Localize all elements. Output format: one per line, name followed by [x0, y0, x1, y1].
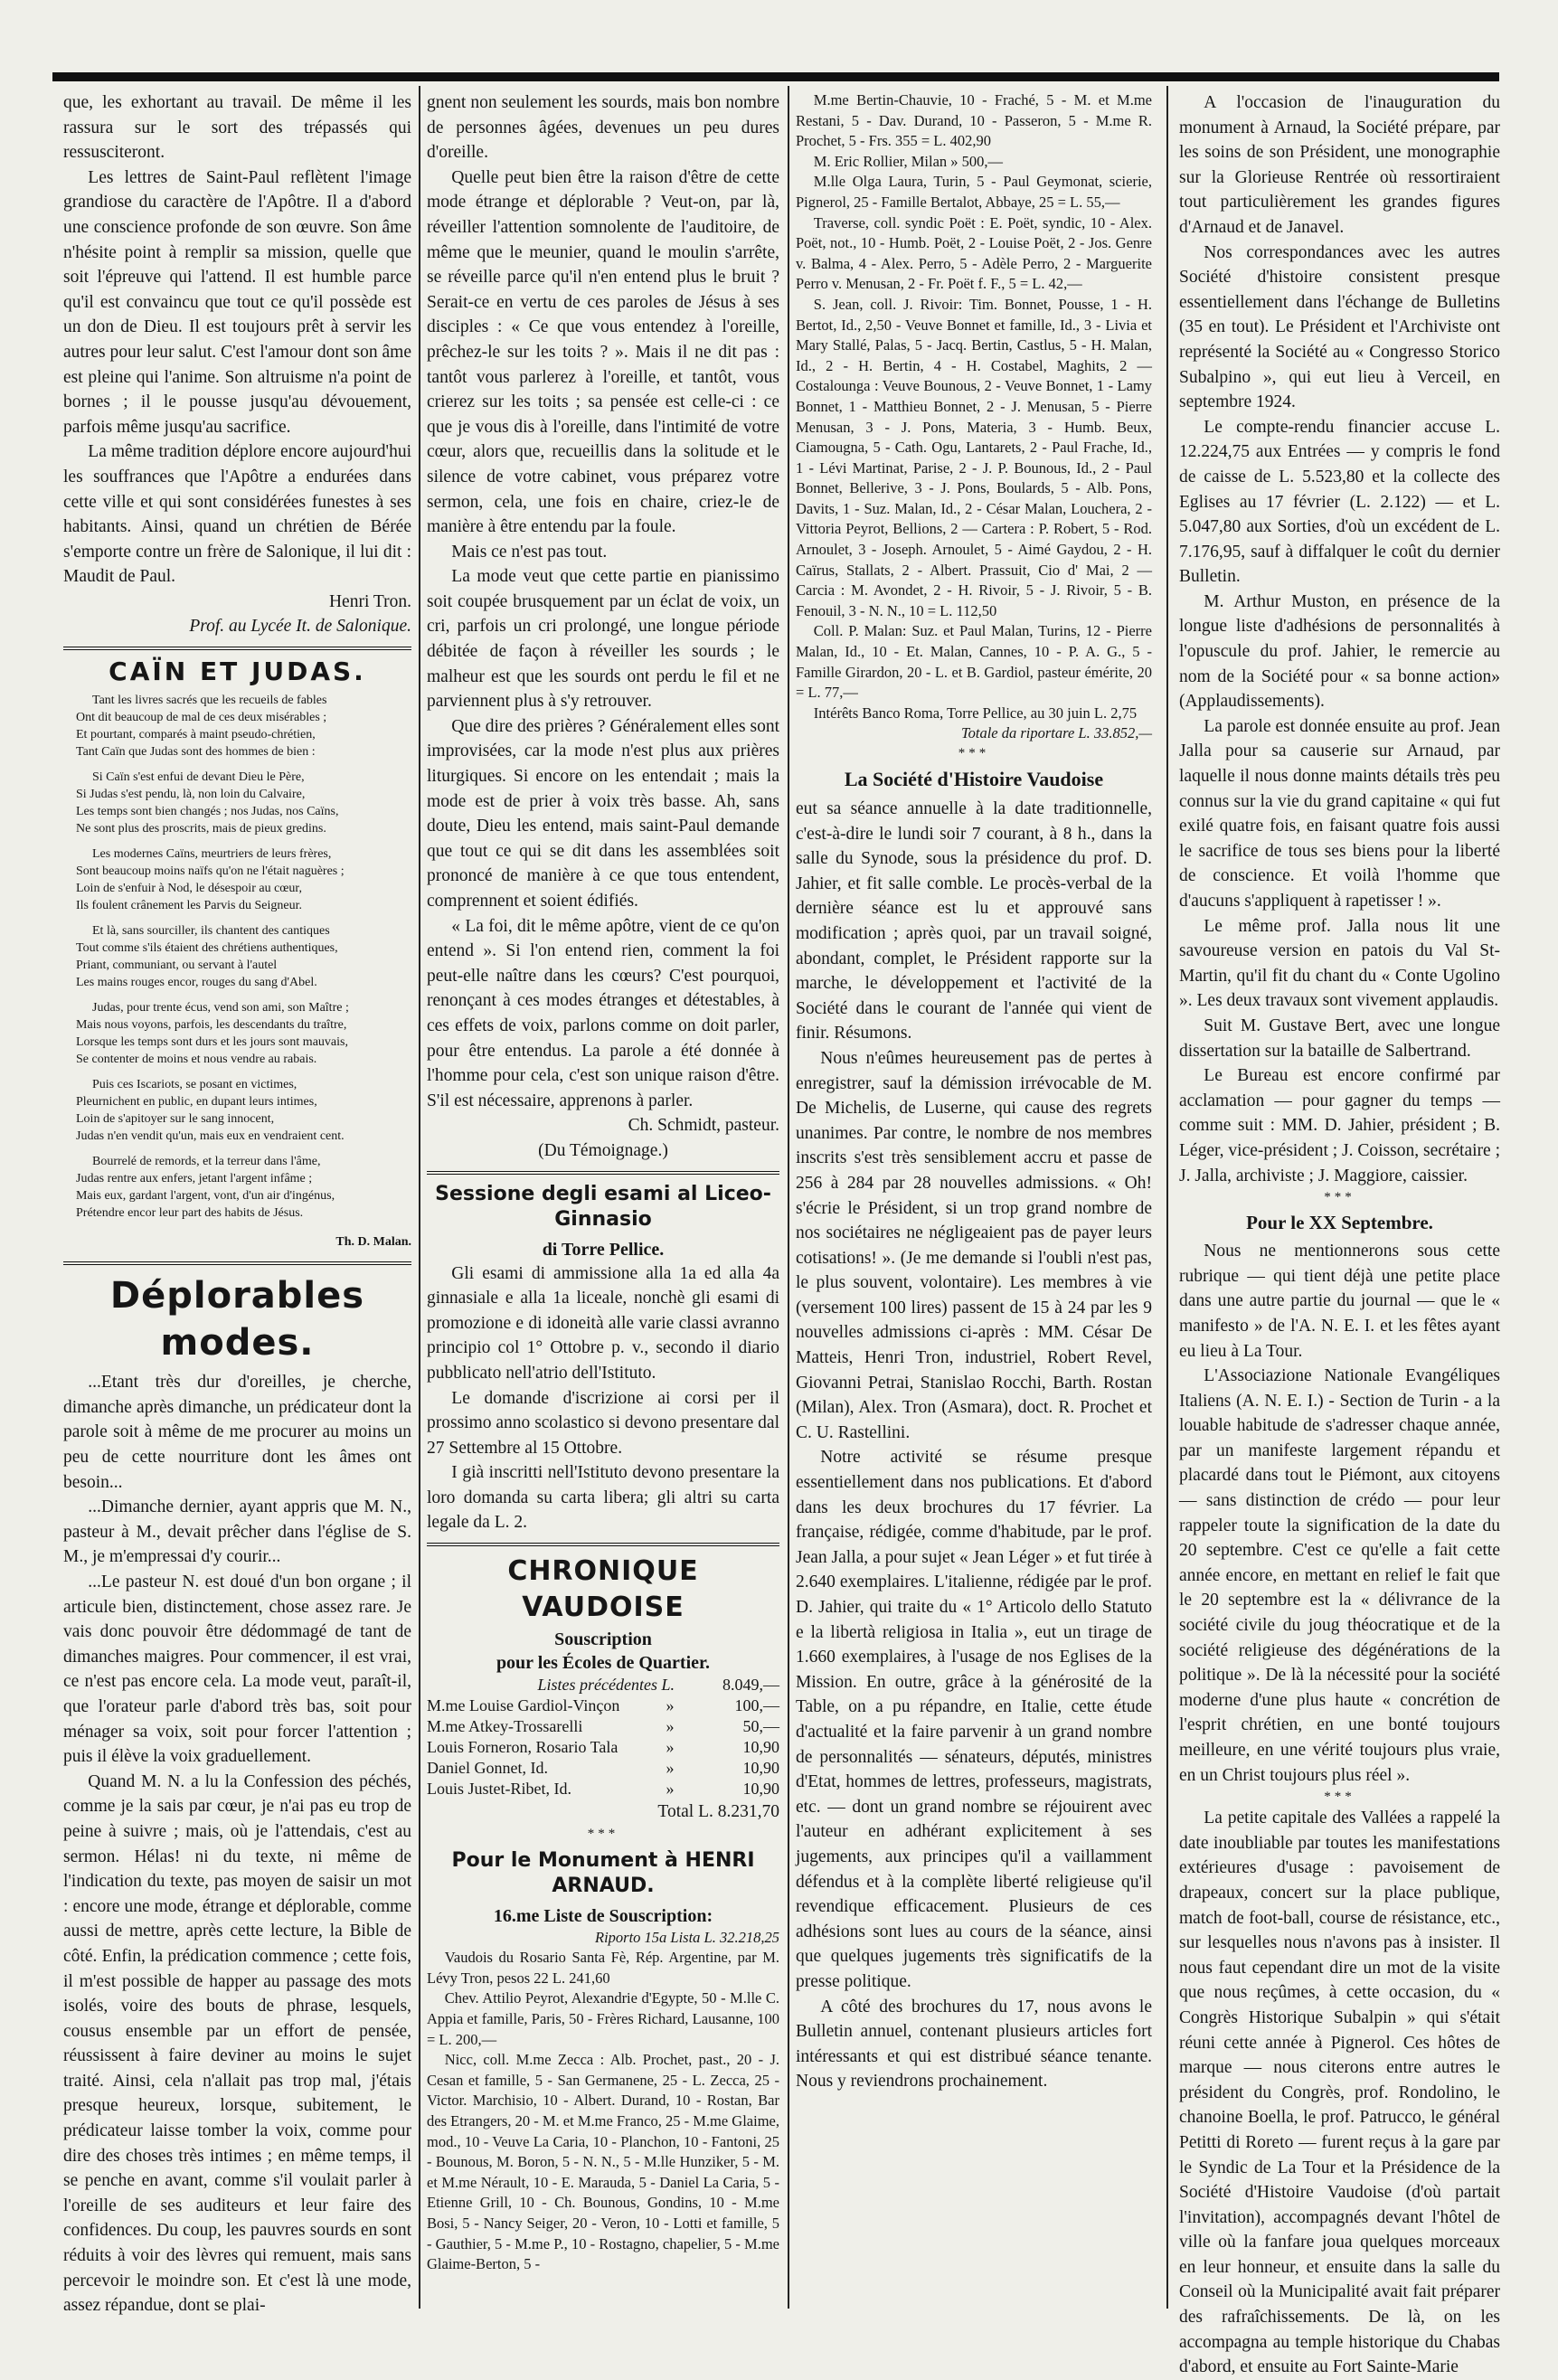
list-paragraph: M.lle Olga Laura, Turin, 5 - Paul Geymonat, scierie, Pignerol, 25 - Famille Bertalot, Abbaye, 25 = L. 55,—	[796, 173, 1152, 211]
paragraph: que, les exhortant au travail. De même il les rassura sur le sort des trépassés qui ressusciteront.	[63, 93, 411, 163]
subscription-row	[427, 1716, 779, 1737]
paragraph: Nos correspondances avec les autres Société d'histoire consistent presque essentiellement dans l'échange de Bulletins (35 en tout). Le Président et l'Archiviste ont représenté la Société au « Congresso Storico Subalpino », qui eut lieu à Verceil, en septembre 1924.	[1179, 242, 1500, 412]
paragraph: Suit M. Gustave Bert, avec une longue dissertation sur la bataille de Salbertrand.	[1179, 1015, 1500, 1061]
list-paragraph: Traverse, coll. syndic Poët : E. Poët, syndic, 10 - Alex. Poët, not., 10 - Humb. Poët, 2 - Louise Poët, 2 - Jos. Genre v. Balma, 4 - Alex. Perro, 5 - Adèle Perro, 2 - Marguerite Perro v. Menusan, 2 - Fr. Poët f. F., 5 = L. 42,—	[796, 213, 1152, 293]
poem-signature: Th. D. Malan.	[335, 1234, 411, 1249]
paragraph: ...Dimanche dernier, ayant appris que M. N., pasteur à M., devait prêcher dans l'église de S. M., je m'empressai d'y courir...	[63, 1497, 411, 1567]
paragraph: Notre activité se résume presque essentiellement dans nos publications. Et d'abord dans les deux brochures du 17 février. La française, rédigée, comme d'habitude, par le prof. Jean Jalla, a pour sujet « Jean Léger » et fut tirée à 2.640 exemplaires. L'italienne, rédigée par le prof. D. Jahier, qui traite du « 1° Articolo dello Statuto e la libertà religiosa in Italia », eut un tirage de 1.660 exemplaires, à l'usage de nos Eglises de la Mission. En outre, grâce à la générosité de la Table, on a pu répandre, en Italie, cette étude d'actualité et la faire parvenir à un grand nombre de personnalités — sénateurs, députés, ministres d'Etat, hommes de lettres, professeurs, magistrats, etc. — dont un grand nombre se réjouirent avec l'auteur en adhérant explicitement à ses jugements, aux principes qu'il a vaillamment défendus et à la complète liberté religieuse qu'il revendique efficacement. Plusieurs de ces adhésions sont lues au cours de la séance, ainsi que quelques jugements très significatifs de la presse politique.	[796, 1448, 1152, 1991]
subscription-row	[427, 1737, 779, 1758]
poem-line: Les mains rouges encor, rouges du sang d'Abel.	[76, 975, 317, 989]
previous-lists-label: Listes précédentes L.	[537, 1676, 675, 1695]
donor-name: Louis Justet-Ribet, Id.	[427, 1780, 571, 1799]
donor-name: Louis Forneron, Rosario Tala	[427, 1738, 618, 1757]
poem-line: Tout comme s'ils étaient des chrétiens authentiques,	[76, 940, 338, 955]
subscription-row	[427, 1779, 779, 1799]
subscription-subtitle: pour les Écoles de Quartier.	[496, 1653, 711, 1674]
column-4	[1179, 90, 1500, 2377]
poem-line: Judas, pour trente écus, vend son ami, son Maître ;	[92, 1000, 349, 1015]
paragraph: Mais ce n'est pas tout.	[451, 542, 608, 562]
column-rule	[419, 86, 420, 2309]
signature: Ch. Schmidt, pasteur.	[628, 1116, 779, 1136]
poem-line: Bourrelé de remords, et la terreur dans l'âme,	[92, 1154, 321, 1168]
column-3	[796, 90, 1152, 2309]
separator-stars: ***	[587, 1826, 619, 1841]
donor-name: Daniel Gonnet, Id.	[427, 1759, 548, 1778]
ditto-mark: »	[666, 1738, 675, 1757]
donor-name: M.me Atkey-Trossarelli	[427, 1717, 583, 1736]
chronicle-title: CHRONIQUE VAUDOISE	[507, 1555, 699, 1624]
section-divider	[63, 1261, 411, 1265]
poem-line: Se contenter de moins et nous vendre au rabais.	[76, 1052, 317, 1066]
paragraph: Le compte-rendu financier accuse L. 12.224,75 aux Entrées — y compris le fond de caisse de L. 5.523,80 et la collecte des Eglises au 17 février (L. 2.122) — et L. 5.047,80 aux Sorties, d'où un excédent de L. 7.176,95, sauf à diffalquer le coût du dernier Bulletin.	[1179, 417, 1500, 587]
paragraph: Le domande d'iscrizione ai corsi per il prossimo anno scolastico si devono presentare dal 27 Settembre al 15 Ottobre.	[427, 1388, 779, 1458]
section-title: Sessione degli esami al Liceo-Ginnasio	[435, 1182, 771, 1231]
paragraph: Gli esami di ammissione alla 1a ed alla 4a ginnasiale e alla 1a liceale, nonchè gli esami di promozione e di idoneità alle varie classi avranno principio col 1° Ottobre p. v., secondo il diario pubblicato nell'atrio dell'Istituto.	[427, 1263, 779, 1383]
poem-line: Sont beaucoup moins naïfs qu'on ne l'était naguères ;	[76, 864, 345, 878]
subscription-total: Total L. 8.231,70	[657, 1802, 779, 1822]
list-paragraph: Nicc, coll. M.me Zecca : Alb. Prochet, past., 20 - J. Cesan et famille, 5 - San Germanene, 25 - L. Zecca, 25 - Victor. Marchisio, 10 - Albert. Durand, 10 - Rostan, Bar des Etrangers, 20 - M. et M.me Franco, 25 - M.me Glaime, mod., 10 - Veuve La Caria, 10 - Planchon, 10 - Fantoni, 25 - Bounous, M. Boron, 5 - N. N., 5 - M.lle Hunziker, 5 - M. et M.me Nérault, 10 - E. Marauda, 5 - Daniel La Caria, 5 - Etienne Grill, 10 - Ch. Bounous, Gondins, 10 - M.me Bosi, 5 - Nancy Seiger, 20 - Veron, 10 - Lotti et famille, 5 - Gauthier, 5 - M.me P., 10 - Rostagno, chapelier, 5 - M.me Glaime-Berton, 5 -	[427, 2051, 779, 2273]
paragraph: A l'occasion de l'inauguration du monument à Arnaud, la Société prépare, par les soins de son Président, une monographie sur la Glorieuse Rentrée où ressortiraient tout particulièrement les grandes figures d'Arnaud et de Janavel.	[1179, 93, 1500, 237]
poem-stanza	[76, 999, 411, 1068]
poem-line: Tant Caïn que Judas sont des hommes de bien :	[76, 744, 316, 759]
poem-line: Prétendre encor leur part des habits de Jésus.	[76, 1205, 304, 1220]
separator-stars: ***	[958, 746, 990, 760]
previous-lists-row	[427, 1675, 779, 1695]
poem-stanza	[76, 769, 411, 837]
ditto-mark: »	[666, 1759, 675, 1778]
arnaud-title: Pour le Monument à HENRI ARNAUD.	[451, 1848, 755, 1897]
poem-line: Et pourtant, comparés à maint pseudo-chrétien,	[76, 727, 316, 741]
poem-stanza	[76, 1153, 411, 1222]
riporto-line: Riporto 15a Lista L. 32.218,25	[595, 1928, 779, 1946]
paragraph: Quand M. N. a lu la Confession des péchés, comme je la sais par cœur, je n'ai pas eu trop de peine à suivre ; mais, où je l'attendais, c'est au sermon. Hélas! ni du texte, ni même de l'indication du texte, pas moyen de saisir un mot : encore une mode, étrange et déplorable, comme aussi de mettre, après cette lecture, la Bible de côté. Enfin, la prédication commence ; cette fois, il m'est possible de happer au passage des mots isolés, voire des bouts de phrase, lesquels, cousus ensemble par un effort de pensée, réussissent à faire deviner au moins le sujet traité. Ainsi, cela n'allait pas trop mal, j'étais presque heureux, lorsque, subitement, le prédicateur laisse tomber la voix, comme pour dire des choses très intimes ; en même temps, il se penche en avant, comme s'il voulait parler à l'oreille de ses auditeurs et leur faire des confidences. Du coup, les pauvres sourds en sont réduits à voir des lèvres qui remuent, mais sans percevoir le moindre son. Et c'est là une mode, assez répandue, dont se plai-	[63, 1771, 411, 2316]
arnaud-subtitle: 16.me Liste de Souscription:	[493, 1905, 713, 1926]
paragraph: La mode veut que cette partie en pianissimo soit coupée brusquement par un éclat de voix, un cri, parfois un cri prolongé, une longue période débitée de façon à réveiller les sourds ; le malheur est que les sourds ont perdu le fil et ne parviennent plus à s'y retrouver.	[427, 567, 779, 712]
separator-stars: ***	[1324, 1190, 1355, 1205]
previous-lists-amount: 8.049,—	[722, 1676, 779, 1695]
paragraph: gnent non seulement les sourds, mais bon nombre de personnes âgées, devenues un peu dures d'oreille.	[427, 93, 779, 163]
paragraph: L'Associazione Nationale Evangéliques Italiens (A. N. E. I.) - Section de Turin - a la louable habitude de s'adresser chaque année, par un manifeste largement répandu et placardé dans tout le Piémont, aux citoyens — sans distinction de crédo — pour leur rappeler toute la signification de la date du 20 septembre. C'est ce qu'elle a fait cette année encore, en mettant en relief le fait que le 20 septembre est la « délivrance de la société civile du joug théocratique et de la société religieuse des dégénérations de la politique ». De là la nécessité pour la société moderne d'une plus haute « concrétion de l'esprit chrétien, en une bonté toujours meilleure, en une vérité toujours plus vraie, en un Christ toujours plus réel ».	[1179, 1366, 1500, 1785]
list-paragraph: Vaudois du Rosario Santa Fè, Rép. Argentine, par M. Lévy Tron, pesos 22 L. 241,60	[427, 1949, 779, 1987]
list-paragraph: S. Jean, coll. J. Rivoir: Tim. Bonnet, Pousse, 1 - H. Bertot, Id., 2,50 - Veuve Bonnet et famille, Id., 3 - Livia et Mary Stallé, Palas, 5 - Jacq. Bertin, Castlus, 5 - H. Malan, Id., 2 - H. Bertin, 4 - H. Costabel, Maghits, 2 — Costalounga : Veuve Bounous, 2 - Veuve Bonnet, 1 - Lamy Bonnet, 1 - Matthieu Bonnet, 2 - J. Menusan, 5 - Pierre Menusan, 3 - J. Pons, Materia, 3 - Humb. Beux, Ciamougna, 5 - Cath. Ogu, Lantarets, 2 - Paul Frache, Id., 1 - Lévi Martinat, Parise, 2 - J. P. Bounous, Id., 2 - Paul Bonnet, Bellerive, 3 - J. Pons, Boulards, 5 - Alb. Pons, Davits, 1 - Suz. Malan, Id., 2 - César Malan, Louchera, 2 - Vittoria Peyrot, Bellions, 2 — Cartera : P. Robert, 5 - Rod. Arnoulet, 3 - Joseph. Arnoulet, 5 - Aimé Gaydou, 2 - H. Caïrus, Stallats, 2 - Albert. Prassuit, Cio d' Mai, 2 — Carcia : M. Avondet, 2 - H. Rivoir, 5 - J. Rivoir, 5 - B. Fenouil, 3 - N. N., 10 = L. 112,50	[796, 295, 1152, 619]
paragraph: M. Arthur Muston, en présence de la longue liste d'adhésions de personnalités à l'opuscule du prof. Jahier, le remercie au nom de la Société pour « sa bonne action» (Applaudissements).	[1179, 591, 1500, 712]
poem-line: Judas n'en vendit qu'un, mais eux en vendraient cent.	[76, 1129, 345, 1143]
list-paragraph: Intérêts Banco Roma, Torre Pellice, au 30 juin L. 2,75	[813, 704, 1138, 722]
section-title: Pour le XX Septembre.	[1246, 1212, 1433, 1234]
paragraph: eut sa séance annuelle à la date traditionnelle, c'est-à-dire le lundi soir 7 courant, à 8 h., dans la salle du Synode, sous la présidence du prof. D. Jahier, et fit salle comble. Le procès-verbal de la dernière séance est lu et approuvé sans modification ; après quoi, par un travail soigné, abondant, complet, le Président rapporte sur la marche, le développement et l'activité de la Société dans le courant de l'année qui vient de finir. Résumons.	[796, 799, 1152, 1044]
subscription-title: Souscription	[554, 1629, 652, 1650]
donation-amount: 10,90	[742, 1780, 779, 1799]
poem-line: Puis ces Iscariots, se posant en victimes,	[92, 1077, 297, 1091]
paragraph: Nous ne mentionnerons sous cette rubrique — qui tient déjà une petite place dans une autre partie du journal — que le « manifesto » de l'A. N. E. I. et les fêtes ayant eu lieu à La Tour.	[1179, 1242, 1500, 1361]
paragraph: « La foi, dit le même apôtre, vient de ce qu'on entend ». Si l'on entend rien, comment la foi peut-elle naître dans les cœurs? C'est pourquoi, renonçant à ces modes étranges et détestables, à ces effets de voix, parlons comme on doit parler, pour être entendus. La parole a été donnée à l'homme pour cela, c'est son unique raison d'être. S'il est nécessaire, apprenons à parler.	[427, 916, 779, 1110]
subscription-row	[427, 1758, 779, 1779]
paragraph: La parole est donnée ensuite au prof. Jean Jalla pour sa causerie sur Arnaud, par laquelle il nous donne maints détails très peu connus sur la vie du grand capitaine « qui fut exilé quatre fois, en faisant quatre fois aussi le sacrifice de tous ses biens pour la liberté de conscience. Et voilà l'homme que d'aucuns s'appliquent à rapetisser ! ».	[1179, 716, 1500, 911]
poem-line: Judas rentre aux enfers, jetant l'argent infâme ;	[76, 1171, 313, 1185]
list-paragraph: Coll. P. Malan: Suz. et Paul Malan, Turins, 12 - Pierre Malan, Id., 10 - Et. Malan, Cannes, 10 - P. A. G., 5 - Famille Girardon, 20 - L. et B. Gardiol, pasteur émérite, 20 = L. 77,—	[796, 622, 1152, 702]
signature-role: Prof. au Lycée It. de Salonique.	[189, 617, 411, 637]
list-paragraph: M. Eric Rollier, Milan » 500,—	[813, 152, 1004, 170]
ditto-mark: »	[666, 1780, 675, 1799]
poem-line: Loin de s'apitoyer sur le sang innocent,	[76, 1111, 275, 1126]
donor-name: M.me Louise Gardiol-Vinçon	[427, 1696, 620, 1715]
poem-stanza	[76, 922, 411, 991]
top-rule	[52, 72, 1499, 81]
paragraph: La petite capitale des Vallées a rappelé la date inoubliable par toutes les manifestations extérieures d'usage : pavoisement de drapeaux, concert sur la place publique, match de foot-ball, course de résistance, etc., sur lesquelles nous n'avons pas à insister. Il nous faut cependant dire un mot de la visite que nous reçûmes, à cette occasion, du « Congrès Historique Subalpin » qui s'était réuni cette année à Pignerol. Ces hôtes de marque — nous citerons entre autres le président du Congrès, prof. Rondolino, le chanoine Boella, le prof. Patrucco, le général Petitti di Roreto — furent reçus à la gare par le Syndic de La Tour et la Présidence de la Société d'Histoire Vaudoise (d'où partait l'invitation), accompagnés devant l'hôtel de ville où la fanfare joua quelques morceaux en leur honneur, et ensuite dans la salle du Conseil où la Municipalité avait fait préparer des rafraîchissements. De là, on les accompagna au temple historique du Chabas d'abord, et ensuite au Fort Sainte-Marie	[1179, 1809, 1500, 2377]
poem-line: Ne sont plus des proscrits, mais de pieux gredins.	[76, 821, 326, 836]
source-note: (Du Témoignage.)	[538, 1140, 668, 1160]
paragraph: Que dire des prières ? Généralement elles sont improvisées, car la mode n'est plus aux prières liturgiques. Si encore on les entendait ; mais la mode est de prier à voix très basse. Ah, sans doute, Dieu les entend, mais saint-Paul demande que tout ce qui se dit dans les assemblées soit prononcé de manière à ce que tous entendent, comprennent et soient édifiés.	[427, 716, 779, 911]
section-subtitle: di Torre Pellice.	[542, 1239, 665, 1260]
paragraph: Quelle peut bien être la raison d'être de cette mode étrange et déplorable ? Veut-on, par là, réveiller l'attention somnolente de l'auditoire, de même que le meunier, quand le moulin s'arrête, se réveille parce qu'il n'en entend plus le bruit ? Serait-ce en vertu de ces paroles de Jésus à ses disciples : « Ce que vous entendez à l'oreille, prêchez-le sur les toits ? ». Mais il ne dit pas : tantôt vous parlerez à l'oreille, et tantôt, vous crierez sur les toits ; sa pensée est celle-ci : ce que je vous dis à l'oreille, dans l'intimité de votre cœur, alors que, recueillis dans la solitude et le silence de votre cabinet, vous préparez votre sermon, cela, une fois en chaire, criez-le de manière à être entendu par la foule.	[427, 167, 779, 537]
poem-line: Lorsque les temps sont durs et les jours sont mauvais,	[76, 1034, 348, 1049]
poem-line: Ont dit beaucoup de mal de ces deux misérables ;	[76, 710, 327, 724]
poem-title: CAÏN ET JUDAS.	[109, 656, 366, 687]
poem-line: Tant les livres sacrés que les recueils de fables	[92, 693, 327, 707]
poem-line: Et là, sans sourciller, ils chantent des cantiques	[92, 923, 330, 938]
column-2	[427, 90, 779, 2309]
donation-amount: 50,—	[742, 1717, 779, 1736]
paragraph: Les lettres de Saint-Paul reflètent l'image grandiose du caractère de l'Apôtre. Il a d'abord une conscience profonde de son œuvre. Son âme n'hésite point à remplir sa mission, quelle que soit l'épreuve qui l'attend. Il est humble parce qu'il est convaincu que tout ce qu'il possède est un don de Dieu. Il est toujours prêt à servir les autres pour leur salut. C'est l'amour dont son âme est pleine qui l'anime. Son altruisme n'a point de bornes ; il le pousse jusqu'au dévouement, parfois même jusqu'au sacrifice.	[63, 167, 411, 437]
paragraph: I già inscritti nell'Istituto devono presentare la loro domanda su carta libera; gli altri su carta legale da L. 2.	[427, 1463, 779, 1533]
poem-line: Les modernes Caïns, meurtriers de leurs frères,	[92, 846, 332, 861]
article-title: Déplorables modes.	[109, 1275, 365, 1365]
poem-line: Si Caïn s'est enfui de devant Dieu le Père,	[92, 770, 305, 784]
column-1	[63, 90, 411, 2316]
poem-line: Ils foulent crânement les Parvis du Seigneur.	[76, 898, 302, 912]
poem-line: Si Judas s'est pendu, là, non loin du Calvaire,	[76, 787, 306, 801]
poem	[76, 692, 411, 1222]
section-divider	[427, 1171, 779, 1175]
paragraph: A côté des brochures du 17, nous avons le Bulletin annuel, contenant plusieurs articles fort intéressants et qui est distribué séance tenante. Nous y reviendrons prochainement.	[796, 1997, 1152, 2092]
signature-name: Henri Tron.	[328, 591, 411, 611]
paragraph: ...Le pasteur N. est doué d'un bon organe ; il articule bien, distinctement, chose assez rare. Je vais donc pouvoir être dédommagé de tant de dimanches maigres. Pour commencer, il est vrai, ce n'est pas encore cela. La mode veut, paraît-il, que l'orateur parle d'abord très bas, soit pour ménager sa voix, soit pour forcer l'attention ; puis il élève la voix graduellement.	[63, 1572, 411, 1767]
list-total: Totale da riportare L. 33.852,—	[960, 724, 1152, 742]
paragraph: Nous n'eûmes heureusement pas de pertes à enregistrer, sauf la démission irrévocable de M. De Michelis, de Luserne, qui cause des regrets unanimes. Par contre, le nombre de nos membres inscrits s'est très sensiblement accru et passe de 256 à 284 par 28 nouvelles admissions. « Oh! s'écrie le Président, si un trop grand nombre de nos sociétaires ne négligeaient pas de payer leurs cotisations! ». (Je me demande si l'oubli n'est pas, le plus souvent, volontaire). Les membres à vie (versement 100 lires) passent de 15 à 24 par les 9 nouvelles admissions ci-après : MM. César De Matteis, Henri Tron, industriel, Robert Revel, Giovanni Petrai, Stanislao Rocchi, Barth. Rostan (Milan), Alex. Tron (Asmara), doct. R. Prochet et C. U. Rastellini.	[796, 1048, 1152, 1442]
donation-amount: 100,—	[734, 1696, 779, 1715]
ditto-mark: »	[666, 1696, 675, 1715]
section-title: La Société d'Histoire Vaudoise	[844, 768, 1104, 790]
subscription-row	[427, 1695, 779, 1716]
paragraph: Le même prof. Jalla nous lit une savoureuse version en patois du Val St-Martin, qu'il fit du chant du « Conte Ugolino ». Les deux travaux sont vivement applaudis.	[1179, 916, 1500, 1011]
subscription-list	[427, 1695, 779, 1799]
donation-amount: 10,90	[742, 1759, 779, 1778]
poem-line: Mais eux, gardant l'argent, vont, d'un air d'ingénus,	[76, 1188, 335, 1203]
paragraph: Le Bureau est encore confirmé par acclamation — pour gagner du temps — comme suit : MM. D. Jahier, président ; B. Léger, vice-président ; J. Coisson, secrétaire ; J. Jalla, archiviste ; J. Maggiore, caissier.	[1179, 1066, 1500, 1185]
section-divider	[427, 1543, 779, 1546]
column-rule	[1166, 86, 1168, 2309]
poem-stanza	[76, 1076, 411, 1145]
separator-stars: ***	[1324, 1790, 1355, 1805]
section-divider	[63, 647, 411, 650]
column-rule	[788, 86, 789, 2309]
poem-line: Mais nous voyons, parfois, les descendants du traître,	[76, 1017, 347, 1032]
ditto-mark: »	[666, 1717, 675, 1736]
list-paragraph: Chev. Attilio Peyrot, Alexandrie d'Egypte, 50 - M.lle C. Appia et famille, Paris, 50 - Frères Richard, Lausanne, 100 = L. 200,—	[427, 1989, 779, 2048]
poem-line: Loin de s'enfuir à Nod, le désespoir au cœur,	[76, 881, 302, 895]
poem-line: Les temps sont bien changés ; nos Judas, nos Caïns,	[76, 804, 339, 818]
paragraph: ...Etant très dur d'oreilles, je cherche, dimanche après dimanche, un prédicateur dont la parole soit à même de me procurer au moins un peu de cette nourriture dont les âmes ont besoin...	[63, 1373, 411, 1492]
donation-amount: 10,90	[742, 1738, 779, 1757]
list-paragraph: M.me Bertin-Chauvie, 10 - Fraché, 5 - M. et M.me Restani, 5 - Dav. Durand, 10 - Passeron, 5 - M.me R. Prochet, 5 - Frs. 355 = L. 402,90	[796, 91, 1152, 150]
poem-stanza	[76, 845, 411, 914]
paragraph: La même tradition déplore encore aujourd'hui les souffrances que l'Apôtre a endurées dans cette ville et qui sont considérées funestes à ses habitants. Ainsi, quand un chrétien de Bérée s'emporte contre un frère de Salonique, il lui dit : Maudit de Paul.	[63, 442, 411, 587]
poem-line: Priant, communiant, ou servant à l'autel	[76, 958, 278, 972]
poem-stanza	[76, 692, 411, 760]
poem-line: Pleurnichent en public, en dupant leurs intimes,	[76, 1094, 317, 1109]
